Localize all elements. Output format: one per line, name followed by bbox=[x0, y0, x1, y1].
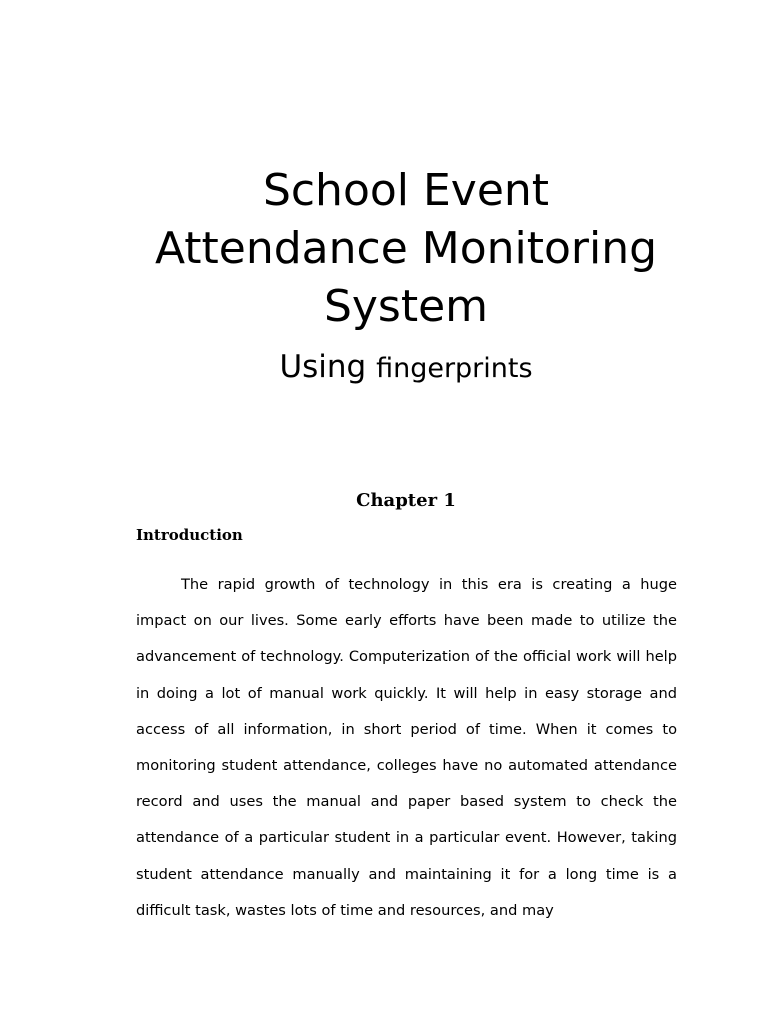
subtitle-rest: fingerprints bbox=[376, 353, 533, 384]
document-title bbox=[100, 162, 712, 336]
title-line-2: Attendance Monitoring bbox=[154, 223, 658, 274]
subtitle-main: Using bbox=[279, 349, 367, 385]
title-line-3: System bbox=[323, 281, 489, 332]
title-line-1: School Event bbox=[262, 165, 550, 216]
section-heading: Introduction bbox=[136, 526, 243, 544]
chapter-heading: Chapter 1 bbox=[356, 490, 456, 511]
body-paragraph: The rapid growth of technology in this era is creating a huge impact on our lives. Some early efforts have been made to utilize the advancement of technology. Computerization of the official work will help in doing a lot of manual work quickly. It will help in easy storage and access of all information, in short period of time. When it comes to monitoring student attendance, colleges have no automated attendance record and uses the manual and paper based system to check the attendance of a particular student in a particular event. However, taking student attendance manually and maintaining it for a long time is a difficult task, wastes lots of time and resources, and may bbox=[136, 576, 677, 919]
document-subtitle bbox=[100, 347, 712, 389]
